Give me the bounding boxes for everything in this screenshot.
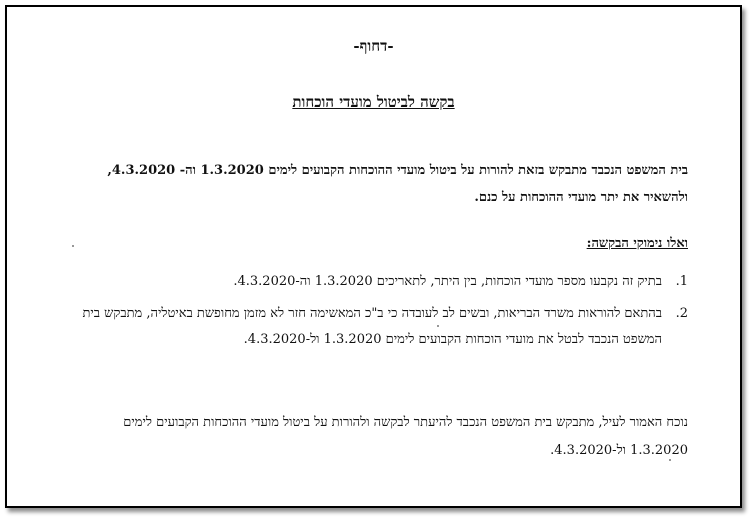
scan-speck <box>669 459 671 461</box>
intro-paragraph: בית המשפט הנכבד מתבקש בזאת להורות על ביטול מועדי ההוכחות הקבועים לימים 1.3.2020 וה- 4.3.2020, ולהשאיר את יתר מועדי ההוכחות על כנם. <box>107 163 688 205</box>
urgent-label: -דחוף- <box>353 37 394 55</box>
list-item-text: בתיק זה נקבעו מספר מועדי הוכחות, בין היתר, לתאריכים 1.3.2020 וה-4.3.2020. <box>233 274 662 289</box>
scan-speck <box>437 325 439 327</box>
list-item-text: בהתאם להוראות משרד הבריאות, ובשים לב לעובדה כי ב"כ המאשימה חזר לא מזמן מחופשת באיטליה, מתבקש בית המשפט הנכבד לבטל את מועדי הוכחות הקבועים לימים 1.3.2020 ול-4.3.2020. <box>82 306 662 347</box>
list-item <box>67 269 688 295</box>
list-item-number: 2. <box>675 306 688 321</box>
document-title: בקשה לביטול מועדי הוכחות <box>292 93 455 111</box>
document-frame <box>5 5 742 508</box>
closing-paragraph: נוכח האמור לעיל, מתבקש בית המשפט הנכבד להיעתר לבקשה ולהורות על ביטול מועדי ההוכחות הקבועים לימים 1.3.2020 ול-4.3.2020. <box>123 415 688 458</box>
scan-speck <box>72 245 74 247</box>
list-item-number: 1. <box>675 274 688 289</box>
grounds-heading: ואלו נימוקי הבקשה: <box>586 236 688 251</box>
list-item <box>67 301 688 353</box>
reasons-list <box>67 269 688 353</box>
document-page <box>7 7 740 506</box>
